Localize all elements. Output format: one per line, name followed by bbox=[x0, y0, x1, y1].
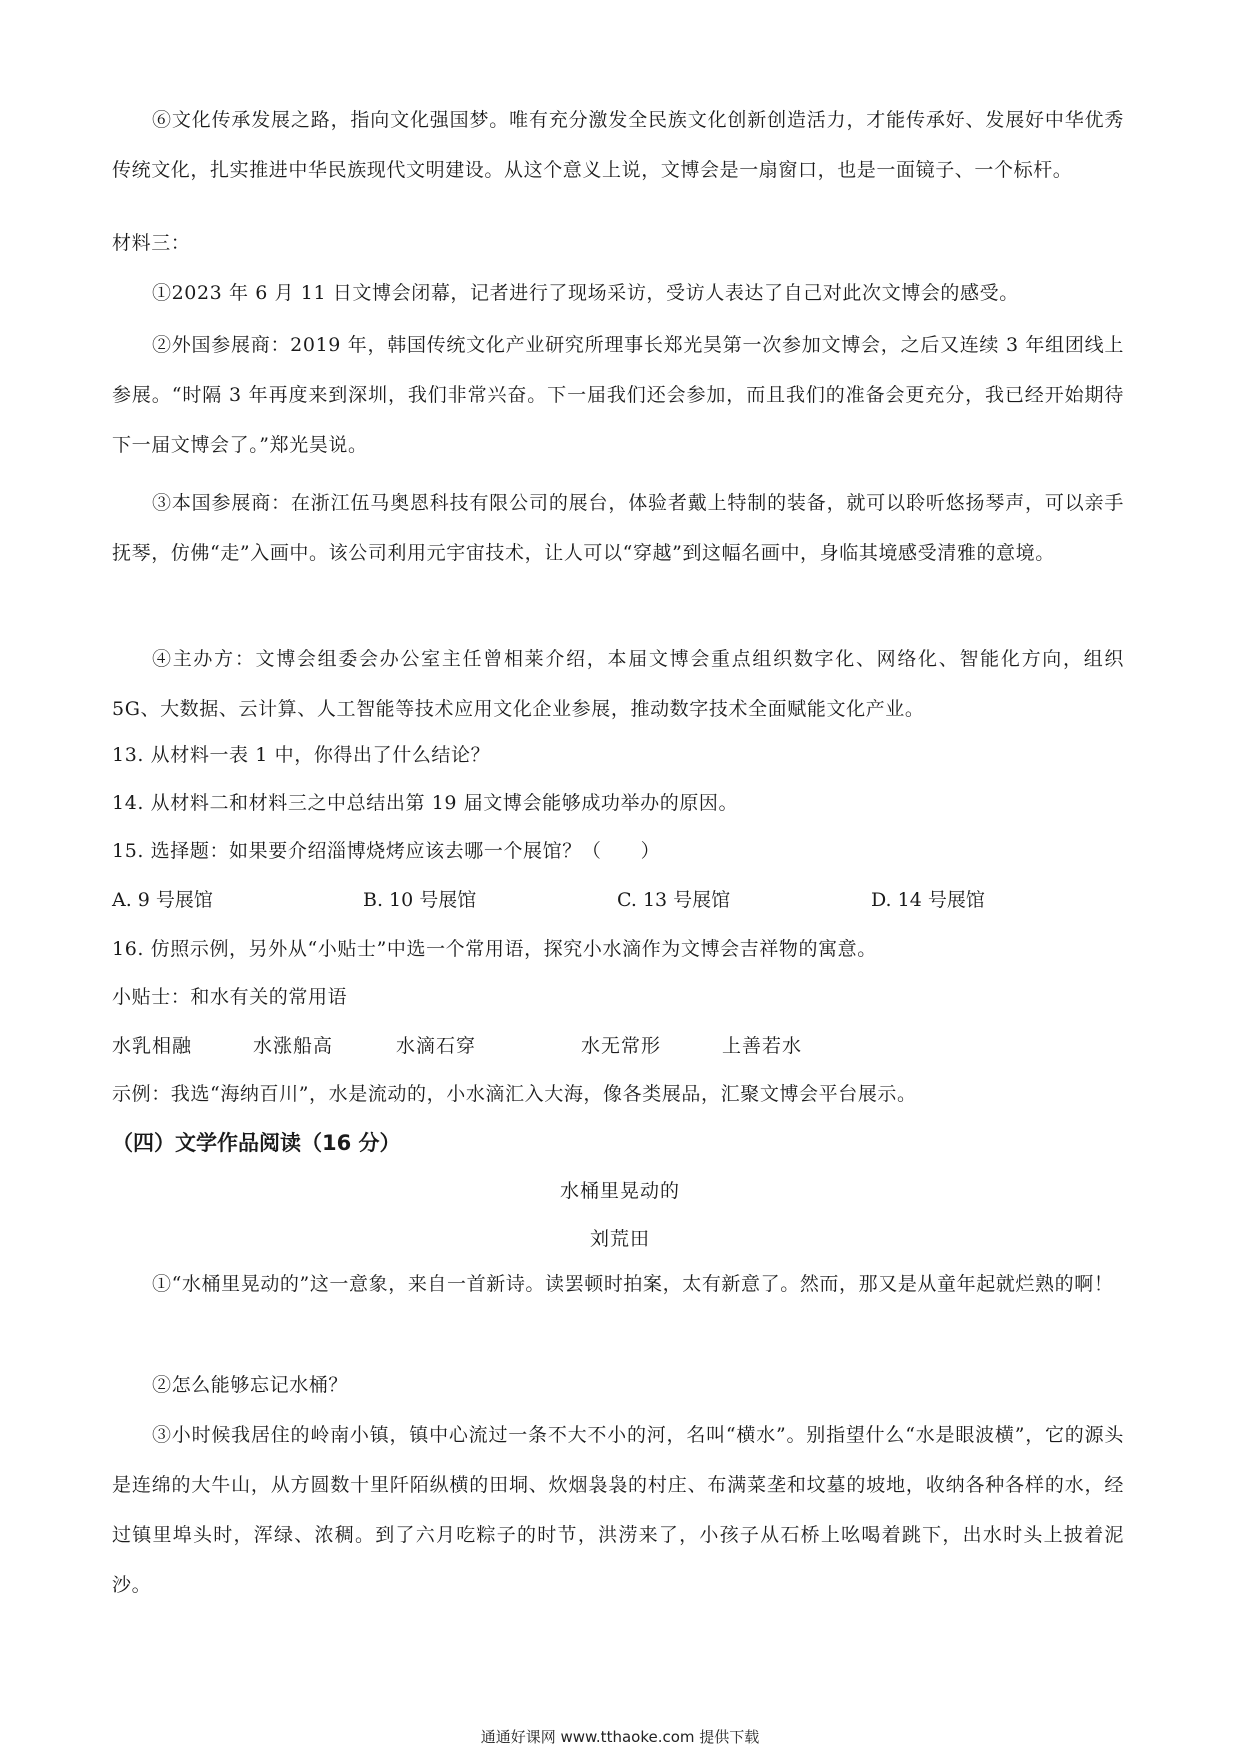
question-16: 16. 仿照示例，另外从“小贴士”中选一个常用语，探究小水滴作为文博会吉祥物的寓意。 bbox=[112, 938, 877, 960]
section-heading: （四）文学作品阅读（16 分） bbox=[112, 1131, 401, 1155]
option-d: D. 14 号展馆 bbox=[871, 889, 985, 911]
tips-title: 小贴士：和水有关的常用语 bbox=[112, 986, 348, 1008]
tip-item: 水乳相融 bbox=[112, 1035, 193, 1057]
option-b: B. 10 号展馆 bbox=[363, 889, 477, 911]
material-3-item-4: ④主办方：文博会组委会办公室主任曾相莱介绍，本届文博会重点组织数字化、网络化、智能化方向，组织 5G、大数据、云计算、人工智能等技术应用文化企业参展，推动数字技术全面赋能文化产业。 bbox=[112, 648, 1124, 720]
question-15: 15. 选择题：如果要介绍淄博烧烤应该去哪一个展馆？（ ） bbox=[112, 840, 661, 862]
material-3-item-1: ①2023 年 6 月 11 日文博会闭幕，记者进行了现场采访，受访人表达了自己对此次文博会的感受。 bbox=[152, 282, 1019, 304]
reading-paragraph-1: ①“水桶里晃动的”这一意象，来自一首新诗。读罢顿时拍案，太有新意了。然而，那又是从童年起就烂熟的啊！ bbox=[152, 1273, 1114, 1295]
reading-paragraph-2: ②怎么能够忘记水桶？ bbox=[152, 1374, 349, 1396]
example-text: 示例：我选“海纳百川”，水是流动的，小水滴汇入大海，像各类展品，汇聚文博会平台展示。 bbox=[112, 1083, 917, 1105]
question-13: 13. 从材料一表 1 中，你得出了什么结论？ bbox=[112, 744, 491, 766]
option-c: C. 13 号展馆 bbox=[617, 889, 731, 911]
tip-item: 水无常形 bbox=[581, 1035, 662, 1057]
tip-item: 水滴石穿 bbox=[396, 1035, 477, 1057]
tip-item: 水涨船高 bbox=[253, 1035, 334, 1057]
material-3-title: 材料三： bbox=[112, 232, 191, 254]
tip-item: 上善若水 bbox=[722, 1035, 803, 1057]
option-a: A. 9 号展馆 bbox=[112, 889, 213, 911]
paragraph-6: ⑥文化传承发展之路，指向文化强国梦。唯有充分激发全民族文化创新创造活力，才能传承好、发展好中华优秀传统文化，扎实推进中华民族现代文明建设。从这个意义上说，文博会是一扇窗口，也是一面镜子、一个标杆。 bbox=[112, 109, 1124, 181]
material-3-item-3: ③本国参展商：在浙江伍马奥恩科技有限公司的展台，体验者戴上特制的装备，就可以聆听悠扬琴声，可以亲手抚琴，仿佛“走”入画中。该公司利用元宇宙技术，让人可以“穿越”到这幅名画中，身临其境感受清雅的意境。 bbox=[112, 492, 1124, 564]
material-3-item-2: ②外国参展商：2019 年，韩国传统文化产业研究所理事长郑光昊第一次参加文博会，之后又连续 3 年组团线上参展。“时隔 3 年再度来到深圳，我们非常兴奋。下一届我们还会参加，而且我们的准备会更充分，我已经开始期待下一届文博会了。”郑光昊说。 bbox=[112, 334, 1124, 456]
article-author: 刘荒田 bbox=[589, 1228, 650, 1250]
reading-paragraph-3: ③小时候我居住的岭南小镇，镇中心流过一条不大不小的河，名叫“横水”。别指望什么“水是眼波横”，它的源头是连绵的大牛山，从方圆数十里阡陌纵横的田垌、炊烟袅袅的村庄、布满菜垄和坟墓的坡地，收纳各种各样的水，经过镇里埠头时，浑绿、浓稠。到了六月吃粽子的时节，洪涝来了，小孩子从石桥上吆喝着跳下，出水时头上披着泥沙。 bbox=[112, 1424, 1124, 1596]
footer-source: 通通好课网 www.tthaoke.com 提供下载 bbox=[480, 1728, 760, 1746]
question-14: 14. 从材料二和材料三之中总结出第 19 届文博会能够成功举办的原因。 bbox=[112, 792, 739, 814]
article-title: 水桶里晃动的 bbox=[559, 1180, 680, 1202]
